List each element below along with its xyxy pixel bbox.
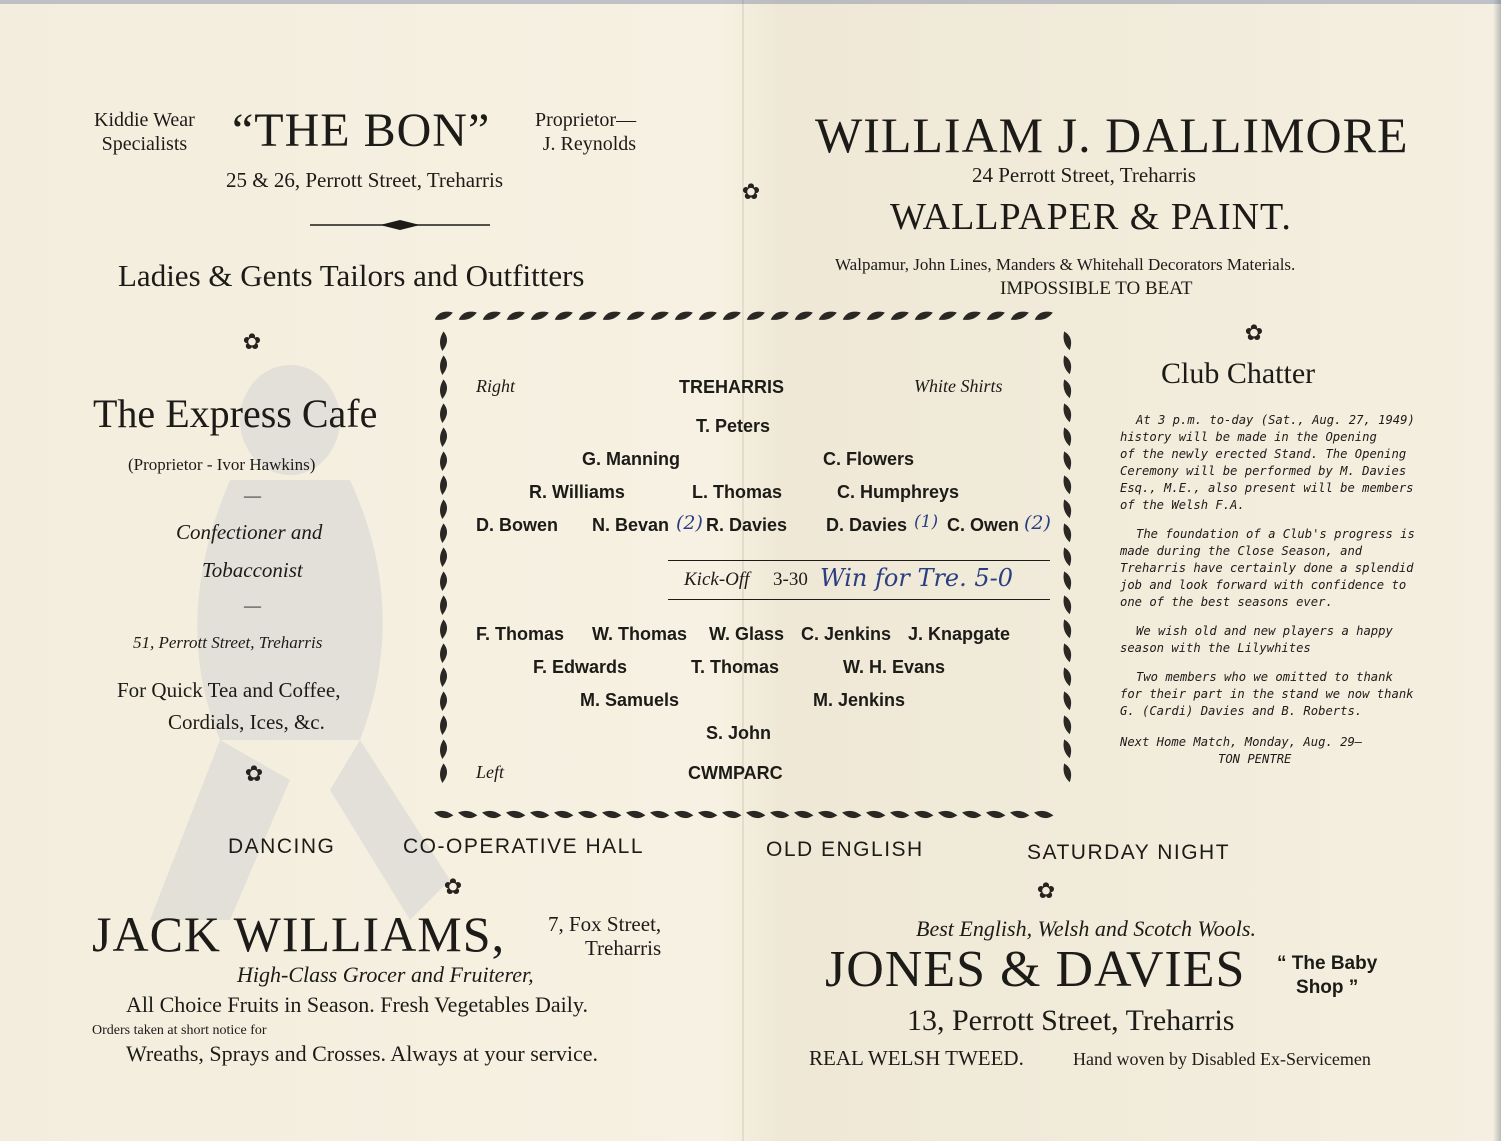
leaf-border-icon xyxy=(1063,355,1072,374)
leaf-border-icon xyxy=(986,310,1005,321)
leaf-border-icon xyxy=(439,572,448,591)
leaf-border-icon xyxy=(938,809,957,820)
cafe-offer-2: Cordials, Ices, &c. xyxy=(168,710,325,734)
chatter-paragraph xyxy=(1120,623,1450,657)
leaf-border-icon xyxy=(914,310,933,321)
leaf-border-icon xyxy=(1063,619,1072,638)
jones-davies-address: 13, Perrott Street, Treharris xyxy=(907,1004,1235,1037)
cafe-divider: — xyxy=(244,486,261,505)
home-forward: N. Bevan xyxy=(592,515,670,535)
chatter-line: Esq., M.E., also present will be members xyxy=(1120,481,1414,495)
home-half: R. Williams xyxy=(529,482,625,502)
old-english-label: OLD ENGLISH xyxy=(766,838,924,861)
jack-williams-orders: Orders taken at short notice for xyxy=(92,1023,267,1038)
leaf-border-icon xyxy=(1034,310,1053,321)
leaf-border-icon xyxy=(794,809,813,820)
leaf-border-icon xyxy=(794,310,813,321)
chatter-line: history will be made in the Opening xyxy=(1120,430,1377,444)
hand-woven-label: Hand woven by Disabled Ex-Servicemen xyxy=(1073,1049,1371,1069)
cafe-offer-1: For Quick Tea and Coffee, xyxy=(117,678,341,702)
leaf-border-icon xyxy=(914,809,933,820)
rosette-ornament-icon: ✿ xyxy=(1036,878,1056,903)
diamond-rule-icon xyxy=(310,218,490,232)
cafe-divider: — xyxy=(244,596,261,615)
leaf-border-icon xyxy=(746,310,765,321)
chatter-line: Ceremony will be performed by M. Davies xyxy=(1120,464,1407,478)
leaf-border-icon xyxy=(482,310,501,321)
right-edge-shadow xyxy=(1493,0,1501,1141)
leaf-border-icon xyxy=(439,764,448,783)
leaf-border-icon xyxy=(1063,571,1072,590)
chatter-paragraph xyxy=(1120,412,1450,514)
chatter-line: Next Home Match, Monday, Aug. 29— xyxy=(1120,735,1363,749)
away-forward: F. Thomas xyxy=(476,624,565,644)
leaf-border-icon xyxy=(1063,331,1072,350)
jack-williams-address: 7, Fox Street, Treharris xyxy=(548,912,662,960)
dancing-label: DANCING xyxy=(228,835,336,858)
leaf-border-icon xyxy=(439,524,448,543)
top-edge-shadow xyxy=(0,0,1501,4)
jack-williams-trade: High-Class Grocer and Fruiterer, xyxy=(237,962,534,987)
home-forward: D. Davies xyxy=(826,515,908,535)
away-back: M. Jenkins xyxy=(813,690,906,710)
leaf-border-icon xyxy=(439,452,448,471)
leaf-border-icon xyxy=(482,809,501,820)
bon-tagline: Ladies & Gents Tailors and Outfitters xyxy=(118,258,585,293)
home-forward: D. Bowen xyxy=(476,515,559,535)
home-back: G. Manning xyxy=(582,449,680,469)
leaf-border-icon xyxy=(578,310,597,321)
away-half: F. Edwards xyxy=(533,657,628,677)
leaf-border-icon xyxy=(1063,523,1072,542)
jack-williams-line-1: All Choice Fruits in Season. Fresh Vegetables Daily. xyxy=(126,992,588,1017)
leaf-border-icon xyxy=(439,476,448,495)
rosette-ornament-icon: ✿ xyxy=(741,179,761,204)
leaf-border-icon xyxy=(986,809,1005,820)
chatter-paragraph xyxy=(1120,669,1450,720)
away-forward: W. Glass xyxy=(709,624,785,644)
leaf-border-icon xyxy=(439,356,448,375)
leaf-border-icon xyxy=(650,310,669,321)
leaf-border-icon xyxy=(1063,403,1072,422)
goal-count-mark: (2) xyxy=(1024,512,1051,534)
leaf-border-icon xyxy=(439,668,448,687)
chatter-line: Treharris have certainly done a splendid xyxy=(1120,561,1414,575)
leaf-border-icon xyxy=(674,310,693,321)
chatter-line: G. (Cardi) Davies and B. Roberts. xyxy=(1120,704,1363,718)
leaf-border-icon xyxy=(434,809,453,820)
away-team-name: CWMPARC xyxy=(688,763,783,783)
home-half: C. Humphreys xyxy=(837,482,960,502)
leaf-border-icon xyxy=(458,809,477,820)
leaf-border-icon xyxy=(722,310,741,321)
leaf-border-icon xyxy=(770,310,789,321)
away-back: M. Samuels xyxy=(580,690,680,710)
leaf-border-icon xyxy=(1063,667,1072,686)
leaf-border-icon xyxy=(626,310,645,321)
leaf-border-icon xyxy=(506,809,525,820)
leaf-border-icon xyxy=(554,809,573,820)
leaf-border-icon xyxy=(818,809,837,820)
leaf-border-icon xyxy=(554,310,573,321)
home-forward: R. Davies xyxy=(706,515,788,535)
leaf-border-icon xyxy=(578,809,597,820)
leaf-border-icon xyxy=(439,548,448,567)
home-forward: C. Owen xyxy=(947,515,1020,535)
bon-proprietor: Proprietor— J. Reynolds xyxy=(535,109,637,155)
leaf-border-icon xyxy=(434,310,453,321)
jack-williams-name: JACK WILLIAMS, xyxy=(92,906,506,962)
away-forward: C. Jenkins xyxy=(801,624,892,644)
leaf-border-icon xyxy=(1063,499,1072,518)
leaf-border-icon xyxy=(938,310,957,321)
rosette-ornament-icon: ✿ xyxy=(244,761,264,786)
leaf-border-icon xyxy=(1063,715,1072,734)
leaf-border-icon xyxy=(458,310,477,321)
chatter-line: of the newly erected Stand. The Opening xyxy=(1120,447,1407,461)
home-kit-label: White Shirts xyxy=(914,376,1003,396)
leaf-border-icon xyxy=(439,404,448,423)
goal-count-mark: (1) xyxy=(914,512,939,532)
chatter-line: The foundation of a Club's progress is xyxy=(1136,527,1415,541)
leaf-border-icon xyxy=(962,310,981,321)
cafe-proprietor: (Proprietor - Ivor Hawkins) xyxy=(128,455,316,474)
leaf-border-icon xyxy=(698,809,717,820)
away-goalkeeper: S. John xyxy=(706,723,772,743)
leaf-border-icon xyxy=(1010,310,1029,321)
chatter-line: one of the best seasons ever. xyxy=(1120,595,1333,609)
leaf-border-icon xyxy=(842,809,861,820)
leaf-border-icon xyxy=(1034,809,1053,820)
cafe-line-2: Tobacconist xyxy=(202,558,303,582)
leaf-border-icon xyxy=(602,310,621,321)
leaf-border-icon xyxy=(530,809,549,820)
home-back: C. Flowers xyxy=(823,449,915,469)
leaf-border-icon xyxy=(439,596,448,615)
chatter-paragraph xyxy=(1120,734,1450,768)
away-forward: W. Thomas xyxy=(592,624,688,644)
leaf-border-icon xyxy=(1063,691,1072,710)
home-team-name: TREHARRIS xyxy=(679,377,785,397)
leaf-border-icon xyxy=(506,310,525,321)
baby-shop-label: “ The Baby Shop ” xyxy=(1277,953,1378,998)
chatter-line: job and look forward with confidence to xyxy=(1120,578,1407,592)
rosette-ornament-icon: ✿ xyxy=(1244,320,1264,345)
leaf-border-icon xyxy=(439,620,448,639)
chatter-line: At 3 p.m. to-day (Sat., Aug. 27, 1949) xyxy=(1136,413,1415,427)
cafe-line-1: Confectioner and xyxy=(176,520,323,544)
leaf-border-icon xyxy=(650,809,669,820)
leaf-border-icon xyxy=(890,310,909,321)
leaf-border-icon xyxy=(1063,475,1072,494)
leaf-border-icon xyxy=(1063,739,1072,758)
dallimore-trade: WALLPAPER & PAINT. xyxy=(890,196,1292,238)
kickoff-time: 3-30 xyxy=(773,569,808,590)
welsh-tweed-label: REAL WELSH TWEED. xyxy=(809,1046,1024,1070)
leaf-border-icon xyxy=(770,809,789,820)
leaf-border-icon xyxy=(439,500,448,519)
kickoff-label: Kick-Off xyxy=(684,569,750,590)
leaf-border-icon xyxy=(439,692,448,711)
home-goalkeeper: T. Peters xyxy=(696,416,771,436)
jones-davies-name: JONES & DAVIES xyxy=(825,941,1246,998)
leaf-border-icon xyxy=(602,809,621,820)
leaf-border-icon xyxy=(1063,379,1072,398)
leaf-border-icon xyxy=(439,332,448,351)
leaf-border-icon xyxy=(866,809,885,820)
left-side-label: Left xyxy=(476,762,505,782)
club-chatter-body xyxy=(1120,412,1450,768)
away-half: W. H. Evans xyxy=(843,657,946,677)
rosette-ornament-icon: ✿ xyxy=(443,874,463,899)
chatter-line: We wish old and new players a happy xyxy=(1136,624,1393,638)
leaf-border-icon xyxy=(439,380,448,399)
goal-count-mark: (2) xyxy=(676,512,703,534)
leaf-border-icon xyxy=(439,644,448,663)
club-chatter-title: Club Chatter xyxy=(1161,357,1316,390)
dallimore-address: 24 Perrott Street, Treharris xyxy=(972,163,1196,187)
leaf-border-icon xyxy=(439,740,448,759)
right-side-label: Right xyxy=(476,376,515,396)
chatter-line: TON PENTRE xyxy=(1218,752,1292,766)
chatter-line: Two members who we omitted to thank xyxy=(1136,670,1393,684)
leaf-border-icon xyxy=(698,310,717,321)
leaf-border-icon xyxy=(866,310,885,321)
leaf-border-icon xyxy=(530,310,549,321)
leaf-border-icon xyxy=(1010,809,1029,820)
home-half: L. Thomas xyxy=(692,482,783,502)
cafe-name: The Express Cafe xyxy=(93,391,378,436)
leaf-border-icon xyxy=(818,310,837,321)
dallimore-name: WILLIAM J. DALLIMORE xyxy=(815,107,1409,163)
leaf-border-icon xyxy=(439,428,448,447)
chatter-line: for their part in the stand we now thank xyxy=(1120,687,1414,701)
chatter-line: made during the Close Season, and xyxy=(1120,544,1363,558)
cooperative-hall-label: CO-OPERATIVE HALL xyxy=(403,835,644,858)
leaf-border-icon xyxy=(890,809,909,820)
leaf-border-icon xyxy=(1063,595,1072,614)
jack-williams-line-2: Wreaths, Sprays and Crosses. Always at your service. xyxy=(126,1041,599,1066)
leaf-border-icon xyxy=(626,809,645,820)
leaf-border-icon xyxy=(722,809,741,820)
bon-address: 25 & 26, Perrott Street, Treharris xyxy=(226,168,504,192)
leaf-border-icon xyxy=(746,809,765,820)
leaf-border-icon xyxy=(842,310,861,321)
chatter-paragraph xyxy=(1120,526,1450,611)
away-half: T. Thomas xyxy=(691,657,780,677)
leaf-border-icon xyxy=(1063,763,1072,782)
leaf-border-icon xyxy=(1063,451,1072,470)
chatter-line: of the Welsh F.A. xyxy=(1120,498,1245,512)
rosette-ornament-icon: ✿ xyxy=(242,329,262,354)
leaf-border-icon xyxy=(1063,547,1072,566)
dallimore-slogan: IMPOSSIBLE TO BEAT xyxy=(1000,278,1193,299)
away-forward: J. Knapgate xyxy=(908,624,1011,644)
leaf-border-icon xyxy=(439,716,448,735)
jones-davies-wools: Best English, Welsh and Scotch Wools. xyxy=(916,916,1256,941)
dallimore-materials: Walpamur, John Lines, Manders & Whitehall Decorators Materials. xyxy=(835,255,1296,274)
leaf-border-icon xyxy=(674,809,693,820)
handwritten-result: Win for Tre. 5-0 xyxy=(820,564,1014,592)
saturday-night-label: SATURDAY NIGHT xyxy=(1027,841,1231,864)
leaf-border-icon xyxy=(1063,643,1072,662)
cafe-address: 51, Perrott Street, Treharris xyxy=(133,633,323,652)
leaf-border-icon xyxy=(962,809,981,820)
the-bon-brand: “THE BON” xyxy=(232,104,491,157)
chatter-line: season with the Lilywhites xyxy=(1120,641,1311,655)
kiddie-wear-label: Kiddie Wear Specialists xyxy=(94,109,195,155)
leaf-border-icon xyxy=(1063,427,1072,446)
